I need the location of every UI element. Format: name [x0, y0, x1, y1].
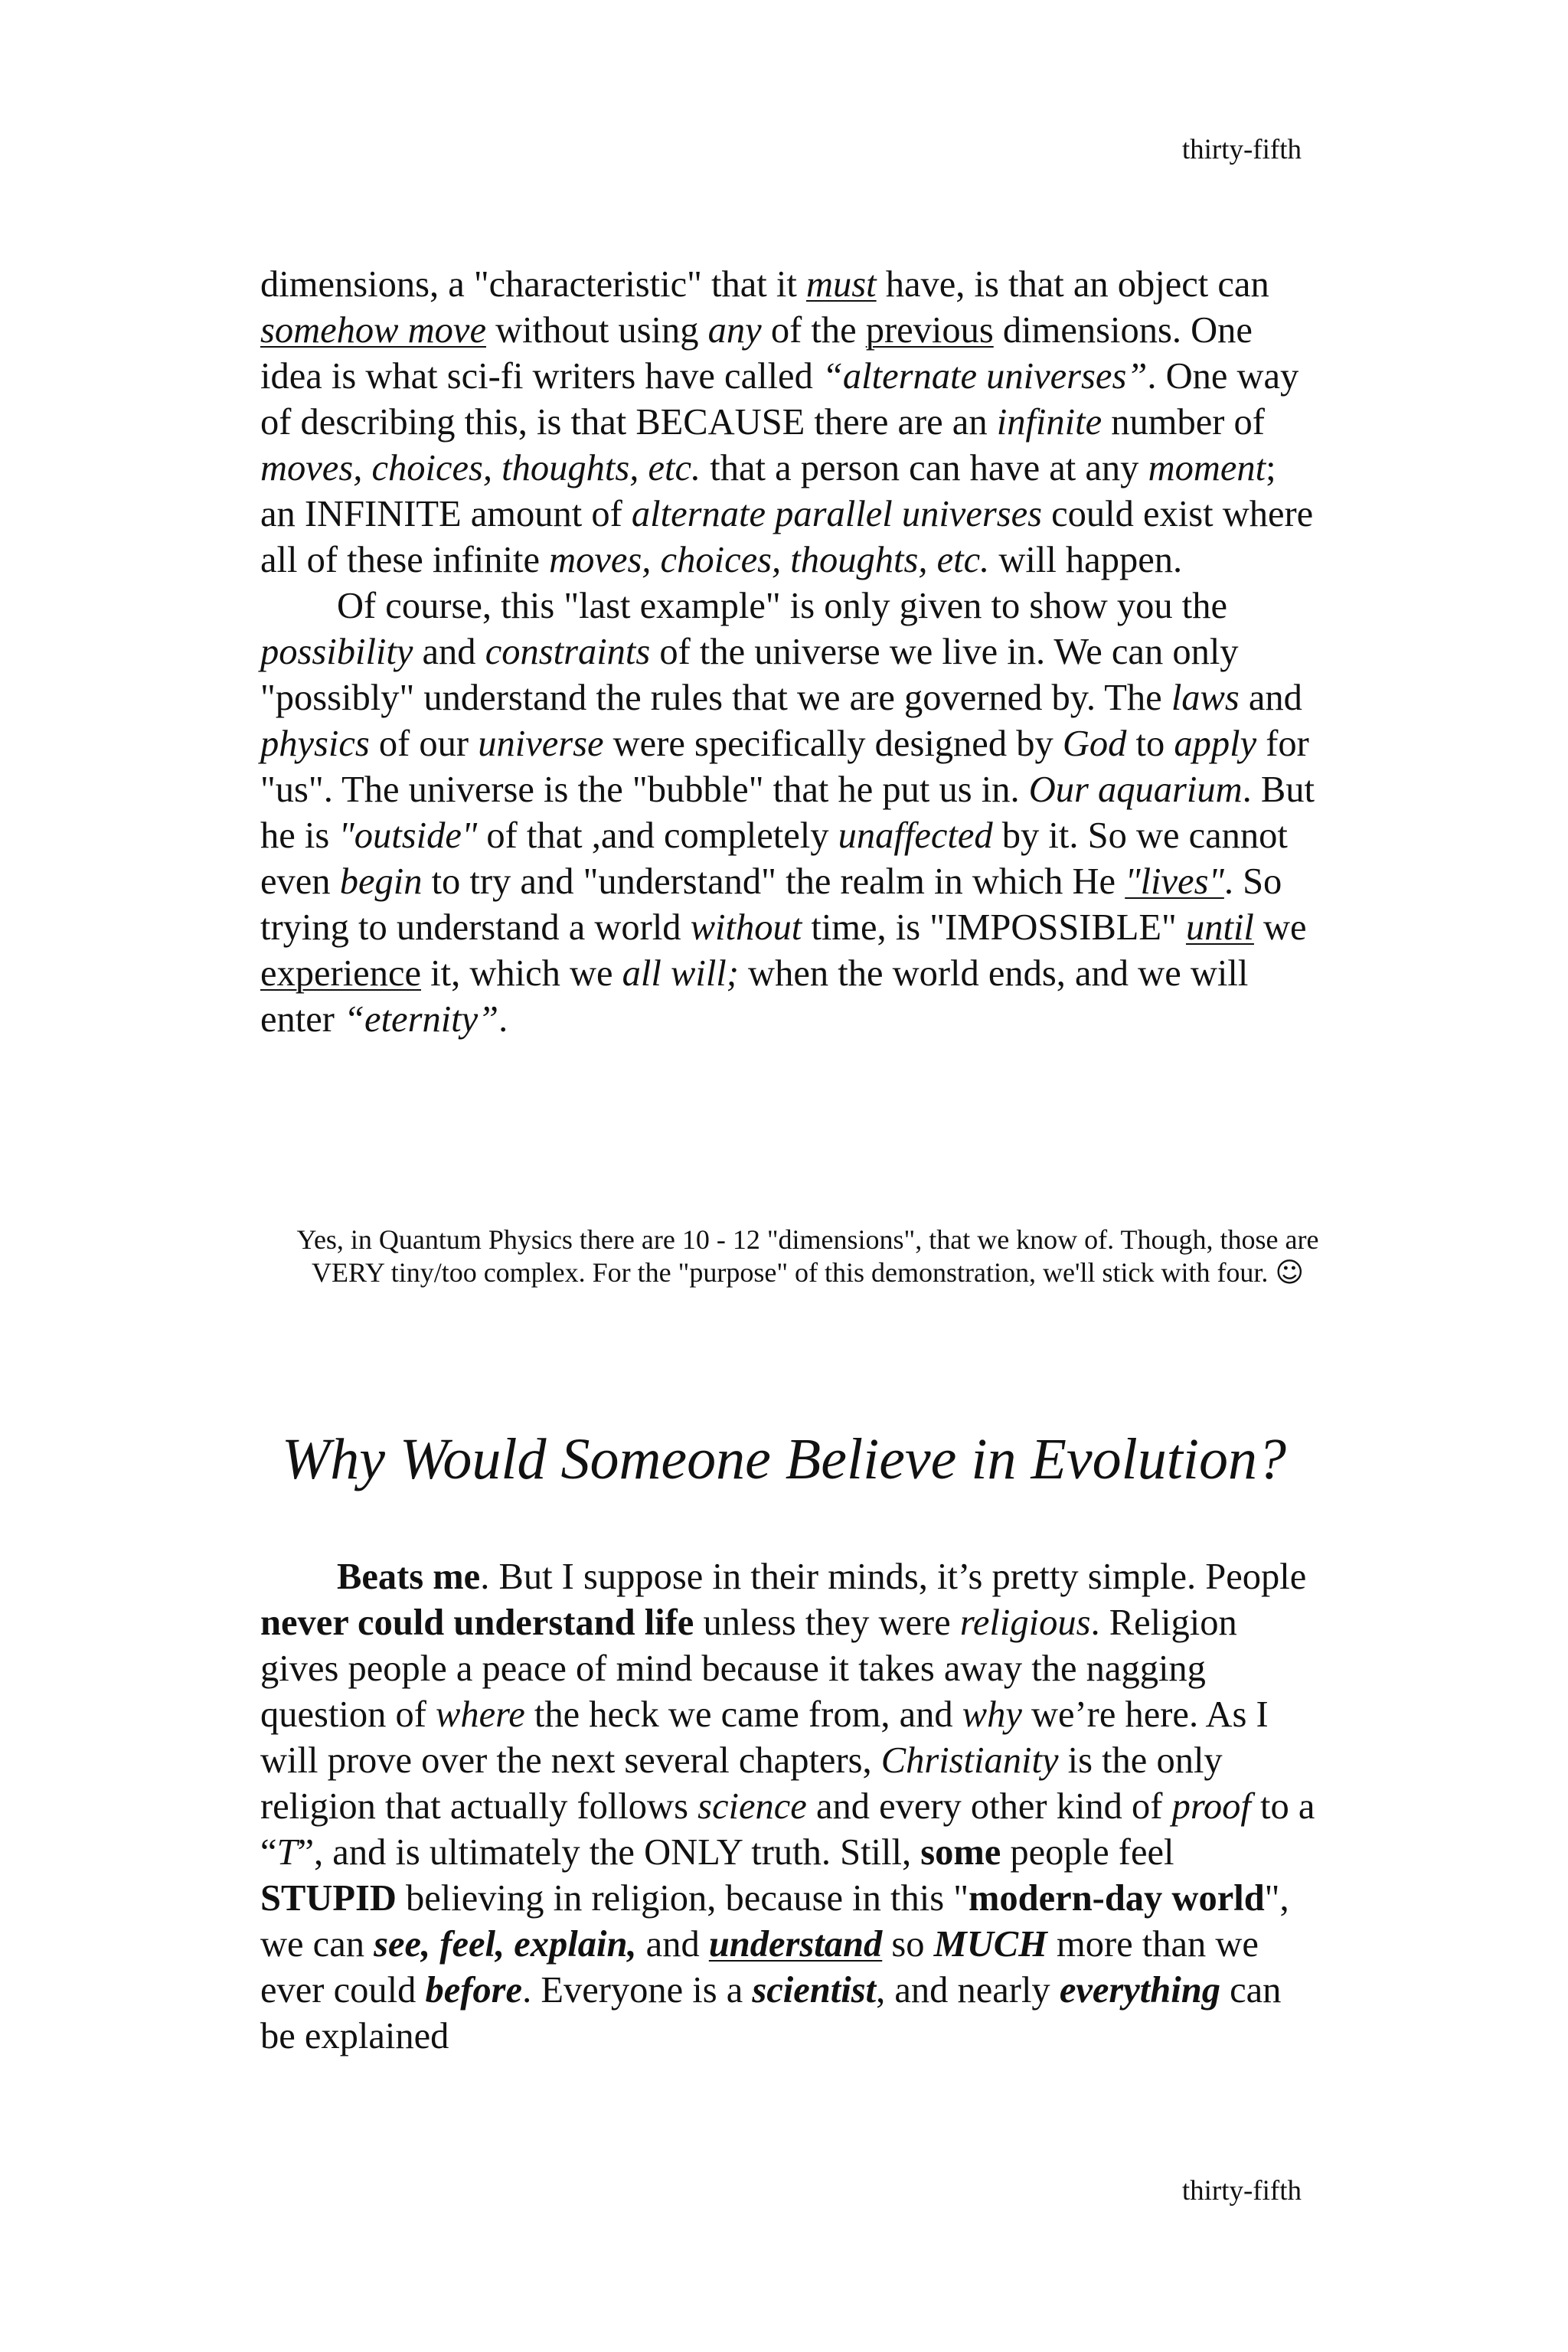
footnote-text: Yes, in Quantum Physics there are 10 - 12 "dimensions", that we know of. Though, those are VERY tiny/too complex. For the "purpose" of this demonstration, we'll stick with four.	[296, 1224, 1319, 1288]
text-run: it, which we	[421, 953, 622, 994]
page-header: thirty-fifth	[1181, 134, 1302, 165]
emphasis-physics: physics	[260, 724, 370, 764]
emphasis-understand: understand	[708, 1924, 883, 1965]
emphasis-lives: "lives"	[1125, 861, 1224, 902]
page-footer: thirty-fifth	[1181, 2175, 1302, 2207]
emphasis-see-feel-explain: see, feel, explain,	[374, 1924, 637, 1965]
emphasis-begin: begin	[339, 861, 423, 902]
emphasis-christianity: Christianity	[880, 1740, 1059, 1781]
chapter-title: Why Would Someone Believe in Evolution?	[281, 1427, 1287, 1491]
text-run: dimensions, a "characteristic" that it	[260, 264, 806, 305]
emphasis-everything: everything	[1059, 1970, 1220, 2011]
emphasis-stupid: STUPID	[260, 1878, 397, 1919]
emphasis-beats-me: Beats me	[337, 1557, 481, 1597]
emphasis-universe: universe	[478, 724, 604, 764]
text-run: ”, and is ultimately the ONLY truth. Still,	[297, 1832, 921, 1873]
text-run: is the only religion that actually follows	[260, 1740, 1223, 1827]
paragraph-beats-me	[260, 1554, 1317, 2060]
emphasis-modern-day-world: modern-day world	[969, 1878, 1265, 1919]
paragraph-of-course	[260, 583, 1317, 1043]
text-run: to try and "understand" the realm in which He	[422, 861, 1125, 902]
emphasis-any: any	[707, 310, 762, 351]
text-run: without using	[485, 310, 708, 351]
emphasis-where: where	[436, 1694, 525, 1735]
emphasis-all-will: all will;	[622, 953, 739, 994]
text-run: and	[413, 632, 485, 672]
text-run: unless they were	[694, 1602, 960, 1643]
text-run: , and nearly	[876, 1970, 1060, 2011]
emphasis-eternity: “eternity”	[344, 999, 499, 1040]
text-run: that a person can have at any	[701, 448, 1148, 488]
emphasis-without: without	[690, 907, 802, 948]
text-run: the heck we came from, and	[524, 1694, 962, 1735]
emphasis-science: science	[697, 1786, 807, 1827]
emphasis-god: God	[1062, 724, 1127, 764]
emphasis-much: MUCH	[933, 1924, 1047, 1965]
text-run: were specifically designed by	[603, 724, 1063, 764]
emphasis-apply: apply	[1174, 724, 1257, 764]
emphasis-moment: moment	[1148, 448, 1266, 488]
text-run: can be explained	[260, 1970, 1282, 2056]
emphasis-outside: "outside"	[338, 815, 478, 856]
text-run: . Everyone is a	[522, 1970, 753, 2011]
text-run: . But I suppose in their minds, it’s pretty simple. People	[480, 1557, 1307, 1597]
emphasis-t: T	[276, 1832, 298, 1873]
emphasis-alternate-universes: “alternate universes”	[822, 356, 1148, 397]
emphasis-before: before	[425, 1970, 523, 2011]
text-run: of the universe we live in. We can only "possibly" understand the rules that we are governed by. The	[260, 632, 1239, 718]
section-evolution	[260, 1554, 1317, 2060]
emphasis-constraints: constraints	[485, 632, 651, 672]
text-run: to a “	[260, 1786, 1315, 1873]
text-run: and every other kind of	[806, 1786, 1172, 1827]
emphasis-never-could: never could understand life	[260, 1602, 694, 1643]
text-run: .	[498, 999, 508, 1040]
emphasis-scientist: scientist	[752, 1970, 877, 2011]
emphasis-religious: religious	[959, 1602, 1091, 1643]
text-run: and	[636, 1924, 709, 1965]
text-run: to	[1126, 724, 1174, 764]
paragraph-alternate-universes	[260, 262, 1317, 583]
text-run: by it. So we cannot even	[260, 815, 1288, 902]
text-run: so	[882, 1924, 934, 1965]
emphasis-infinite: infinite	[996, 402, 1102, 443]
smiley-icon: ☺	[1275, 1257, 1304, 1289]
text-run: of that ,and completely	[477, 815, 838, 856]
text-run: . But he is	[260, 769, 1315, 856]
emphasis-experience: experience	[260, 953, 422, 994]
emphasis-some: some	[920, 1832, 1001, 1873]
footnote	[276, 1223, 1340, 1289]
text-run: time, is "IMPOSSIBLE"	[802, 907, 1186, 948]
text-run: we	[1253, 907, 1307, 948]
text-run: we’re here. As I will prove over the next several chapters,	[260, 1694, 1269, 1781]
emphasis-previous: previous	[865, 310, 994, 351]
text-run: . Religion gives people a peace of mind because it takes away the nagging question of	[260, 1602, 1237, 1735]
emphasis-must: must	[805, 264, 877, 305]
text-run: . So trying to understand a world	[260, 861, 1282, 948]
emphasis-proof: proof	[1171, 1786, 1251, 1827]
text-run: ", we can	[260, 1878, 1289, 1965]
text-run: when the world ends, and we will enter	[260, 953, 1249, 1040]
text-run: will happen.	[989, 540, 1183, 580]
text-run: for "us". The universe is the "bubble" that he put us in.	[260, 724, 1309, 810]
text-run: of our	[369, 724, 479, 764]
text-run: people feel	[1001, 1832, 1174, 1873]
emphasis-moves-choices: moves, choices, thoughts, etc.	[260, 448, 701, 488]
text-run: Of course, this "last example" is only given to show you the	[337, 586, 1228, 626]
text-run: ; an INFINITE amount of	[260, 448, 1276, 534]
emphasis-our-aquarium: Our aquarium	[1028, 769, 1243, 810]
emphasis-moves-choices: moves, choices, thoughts, etc.	[549, 540, 990, 580]
emphasis-somehow-move: somehow move	[260, 310, 486, 351]
emphasis-why: why	[962, 1694, 1022, 1735]
text-run: have, is that an object can	[876, 264, 1269, 305]
text-run: . One way of describing this, is that BECAUSE there are an	[260, 356, 1299, 443]
text-run: dimensions. One idea is what sci-fi writers have called	[260, 310, 1253, 397]
section-dimensions	[260, 262, 1317, 1043]
text-run: more than we ever could	[260, 1924, 1259, 2011]
text-run: believing in religion, because in this "	[396, 1878, 969, 1919]
text-run: and	[1239, 678, 1302, 718]
text-run: number of	[1102, 402, 1265, 443]
emphasis-until: until	[1185, 907, 1254, 948]
emphasis-laws: laws	[1171, 678, 1240, 718]
text-run: could exist where all of these infinite	[260, 494, 1314, 580]
emphasis-unaffected: unaffected	[838, 815, 993, 856]
text-run: of the	[761, 310, 866, 351]
emphasis-possibility: possibility	[260, 632, 413, 672]
emphasis-alternate-parallel: alternate parallel universes	[631, 494, 1042, 534]
